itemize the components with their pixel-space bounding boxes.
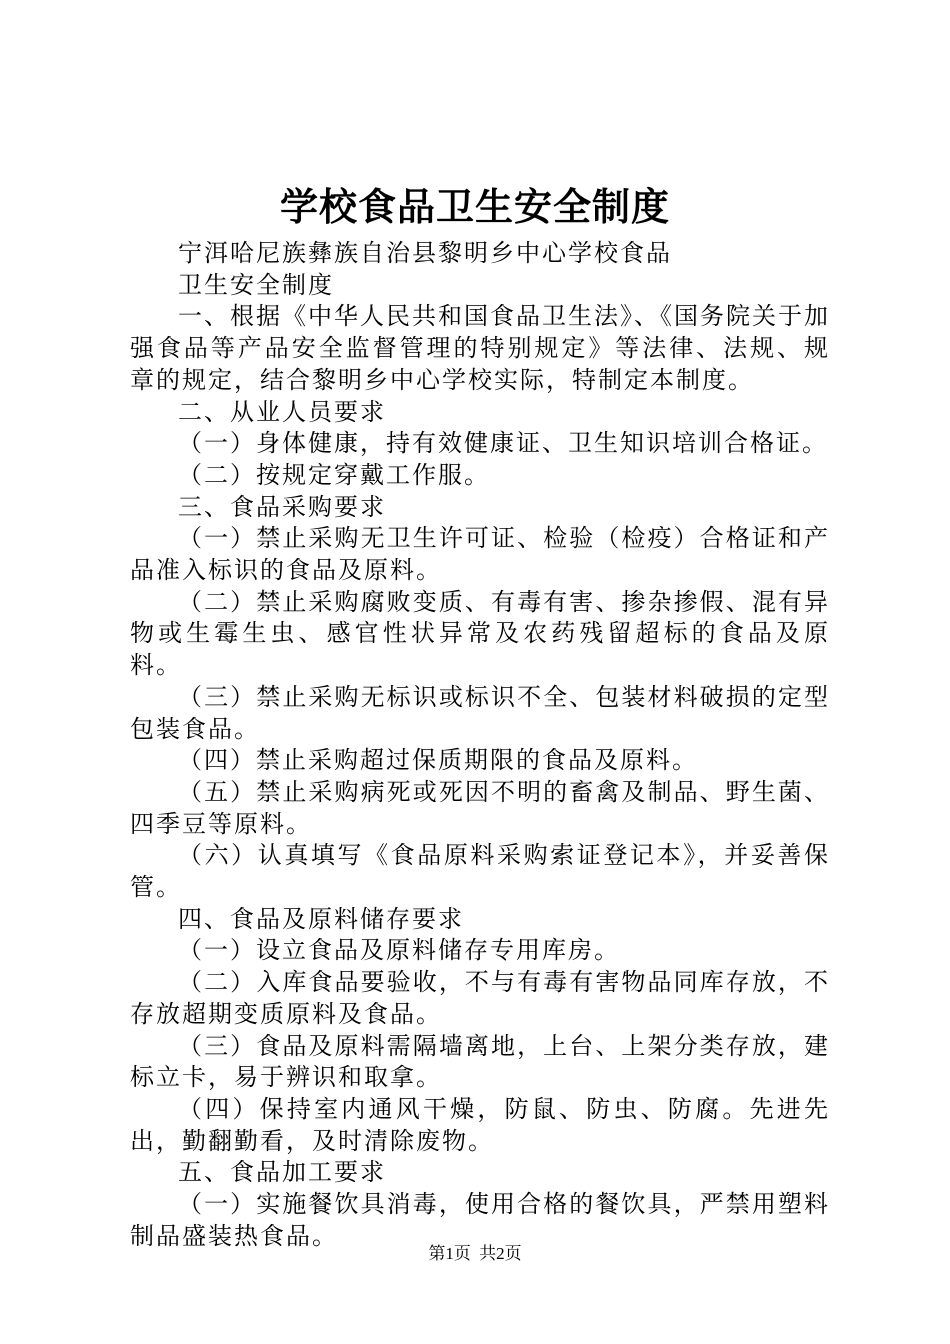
paragraph: （四）禁止采购超过保质期限的食品及原料。: [178, 746, 698, 775]
section-heading: 二、从业人员要求: [178, 397, 386, 426]
page-footer: [0, 1242, 950, 1266]
paragraph: （四）保持室内通风干燥，防鼠、防虫、防腐。先进先出，勤翻勤看，及时清除废物。: [130, 1094, 830, 1155]
paragraph: （二）禁止采购腐败变质、有毒有害、掺杂掺假、混有异物或生霉生虫、感官性状异常及农药残留超标的食品及原料。: [130, 587, 830, 680]
subtitle-line-1: 宁洱哈尼族彝族自治县黎明乡中心学校食品: [178, 239, 672, 267]
section-heading: 四、食品及原料储存要求: [178, 904, 464, 933]
paragraph: （三）食品及原料需隔墙离地，上台、上架分类存放，建标立卡，易于辨识和取拿。: [130, 1031, 830, 1092]
paragraph: （一）禁止采购无卫生许可证、检验（检疫）合格证和产品准入标识的食品及原料。: [130, 524, 830, 585]
paragraph: （五）禁止采购病死或死因不明的畜禽及制品、野生菌、四季豆等原料。: [130, 777, 830, 838]
page-number: 第1页: [428, 1244, 471, 1263]
document-body: [130, 238, 830, 1253]
section-heading: 五、食品加工要求: [178, 1158, 386, 1187]
paragraph: （二）入库食品要验收，不与有毒有害物品同库存放，不存放超期变质原料及食品。: [130, 968, 830, 1028]
subtitle-line-2: 卫生安全制度: [178, 270, 334, 299]
paragraph: （一）实施餐饮具消毒，使用合格的餐饮具，严禁用塑料制品盛装热食品。: [130, 1190, 830, 1250]
section-heading: 三、食品采购要求: [178, 492, 386, 521]
paragraph: （二）按规定穿戴工作服。: [178, 460, 490, 489]
paragraph: （一）身体健康，持有效健康证、卫生知识培训合格证。: [178, 429, 828, 458]
page-total: 共2页: [479, 1244, 522, 1263]
document-title: 学校食品卫生安全制度: [279, 184, 670, 229]
paragraph: （一）设立食品及原料储存专用库房。: [178, 936, 620, 965]
paragraph: （三）禁止采购无标识或标识不全、包装材料破损的定型包装食品。: [130, 682, 830, 743]
paragraph: （六）认真填写《食品原料采购索证登记本》，并妥善保管。: [130, 841, 830, 902]
paragraph: 一、根据《中华人民共和国食品卫生法》、《国务院关于加强食品等产品安全监督管理的特别规定》等法律、法规、规章的规定，结合黎明乡中心学校实际，特制定本制度。: [130, 302, 830, 394]
